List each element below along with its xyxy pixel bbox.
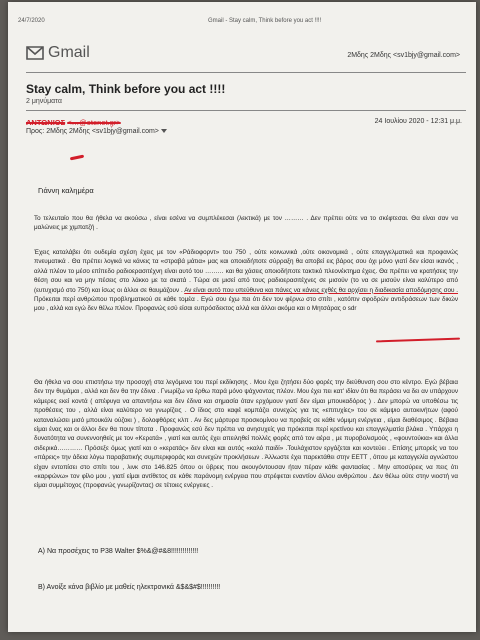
sender-email: <…@otenet.gr> (67, 118, 121, 127)
mail-icon (26, 46, 44, 60)
paragraph-3: Θα ήθελα να σου επιστήσω την προσοχή στα λεγόμενα του περί εκδίκησης . Μου έχει ζητήσει δύο φορές την διεύθυνση σου στο κέντρο. Εγώ βέβαια δεν την θυμάμαι , αλλά και δεν θα την έδινα . Γνωρίζω να έρθω παρά μόνο ψάχνοντας πλέον. Μου έχει πει κατ' ιδίαν ότι θα περάσει να δει αν υπάρχουν κάμερες εκεί κοντά ( απέφυγα να απαντήσω και δεν έδινα και σημασία όταν ερχόμουν γιατί δεν είμαι μπουκαδόρος ) . Δεν μπορώ να υποθέσω τις προθέσεις του , αλλά είναι καλύτερο να γνωρίζεις . Ο ίδιος στο καφέ κομπάζει συνεχώς για τις «επιτυχίες» του σε κάμψιο αυτοκινήτων (αφού καταναλώσει μισό μπουκάλι ούζοκι ) , δολοφθόρες κλπ . Αν δες μάρτυρα προσκομίνου να προβείς σε κάθε νόμιμη ενέργεια , είμαι διαθέσιμος . Βέβαια είμαι ένας και οι άλλοι δεν θα πουν τίποτα . Προφανώς εσύ δεν πρέπει να ανησυχείς για πρόκειται περί κρετίνου και επαγγελματία βλάκα . Υπάρχει η δυνατότητα να συνεννοηθείς με τον «Κερατά» , γιατί και αυτός έχει απειληθεί πολλές φορές από τον αέρα , με πυροβολισμούς , «φουντούκια» και άλλα σιδερικά………… Πρόσεξε όμως γιατί και ο «κερατάς» δεν είναι και αυτός «καλό παιδί» .Τουλάχιστον εργάζεται και κοντεύει . Επίσης μπορείς να του «πάρεις» την άδεια λόγω παραβατικής συμπεριφοράς και συνεχών προκλήσεων . Άλλωστε έχει παρεκτάθει στην ΕΕΤΤ , όπου με καταγγελία αγνώστου είχαν εντοπίσει στο σπίτι του , λινκ στο 146.825 όπου οι ύβρεις που ακουγόντουσαν ήταν πέραν κάθε φαντασίας . Μην αποσύρεις να πεις ότι «καρφώνω» τον φίλο μου , γιατί είμαι αντίθετος σε κάθε παράνομη ενέργεια που στρέφεται εναντίον άλλου ανθρώπου . Δεν θέλω ούτε στην νιοστή να είμαι συμμέτοχος (προφανώς γνωρίζοντας) σε τέτοιες ενέργειες . (34, 379, 458, 490)
recipient-text: Προς: 2Μδης 2Μδης <sv1bjy@gmail.com> (26, 128, 159, 135)
paragraph-2-end: Πρόκειται περί ανθρώπου προβληματικού σε κάθε τομέα . Εγώ σου έχω πει ότι δεν τον φέρνω στο σπίτι , κατόπιν σφοδρών αντιδράσεων των δικών μου , αλλά και εγώ δεν θέλω πλέον. Προφανώς εσύ είσαι ευπρόσδεκτος αλλά και άλλοι ακόμα και ο Μητσάρας ο sdr (34, 296, 458, 313)
list-item-a: Α) Να προσέχεις το P38 Walter $%&@#&8!!!!!!!!!!!!!! (38, 548, 199, 555)
message-count: 2 μηνύματα (26, 98, 62, 105)
thread-subject: Stay calm, Think before you act !!!! (26, 82, 226, 96)
chevron-down-icon (161, 129, 167, 133)
paragraph-1: Το τελευταίο που θα ήθελα να ακούσω , είναι εσένα να συμπλέκεσαι (λεκτικά) με τον ……… . Δεν πρέπει ούτε να το σκέφτεσαι. Θα είναι σαν να μαλώνεις με χιμπατζή . (34, 215, 458, 232)
print-date: 24/7/2020 (18, 18, 45, 24)
message-date: 24 Ιουλίου 2020 - 12:31 μ.μ. (374, 118, 462, 125)
print-title: Gmail - Stay calm, Think before you act !!!! (208, 18, 322, 24)
recipient (26, 128, 167, 135)
sender-name: ΑΝΤΩΝΙΟΣ (26, 118, 66, 127)
sender (26, 118, 121, 127)
red-pen-mark (70, 155, 84, 161)
list-item-b: Β) Ανοίξε κάνα βιβλίο με μαθείς ηλεκτρονικά &$&$#$!!!!!!!!!! (38, 584, 221, 591)
paragraph-2-text: Έχεις καταλάβει ότι ουδεμία σχέση έχεις με τον «Ράδιοφορντ» του 750 , ούτε κοινωνικά ,ούτε οικονομικά , ούτε επαγγελματικά και προφανώς πνευματικά . Θα πρέπει λογικά να κάνεις τα «στραβά μάτια» μας και οποιαδήποτε σύρραξη θα αποβεί εις βάρος σου όχι μόνο γιατί δεν είσαι ικανός , αλλά πλέον το μέσο επίπεδο ραδιοερασιτέχνη είναι αυτό του ……… και θα χάσεις οποιοδήποτε τακτικό πλεονέκτημα έχεις. Θα πρέπει να κρατήσεις την θέση σου και να μην πέσεις στο λάκκο με τα σκατά . Τώρα σε μισεί από τους ραδιοερασιτέχνες σε μισούν (το να σε μισούν είναι καλύτερο από (ευτυχισμό στο 750) και ίσως οι άλλοι σε θαυμάζουν . (34, 249, 458, 294)
greeting: Γιάννη καλημέρα (38, 186, 94, 195)
header-divider (26, 72, 466, 73)
paragraph-2 (34, 248, 458, 314)
account-label: 2Μδης 2Μδης <sv1bjy@gmail.com> (347, 52, 460, 59)
paragraph-2-highlight: Αν είναι αυτό που υπεύθυνα και πάνες να κάνεις εχθές θα αρχίσει η διαδικασία αποδόμησης σου . (184, 286, 458, 294)
logo-text: Gmail (48, 44, 90, 61)
printed-page (8, 2, 476, 632)
red-underline (376, 338, 460, 343)
subject-divider (26, 110, 466, 111)
gmail-logo (26, 44, 98, 66)
